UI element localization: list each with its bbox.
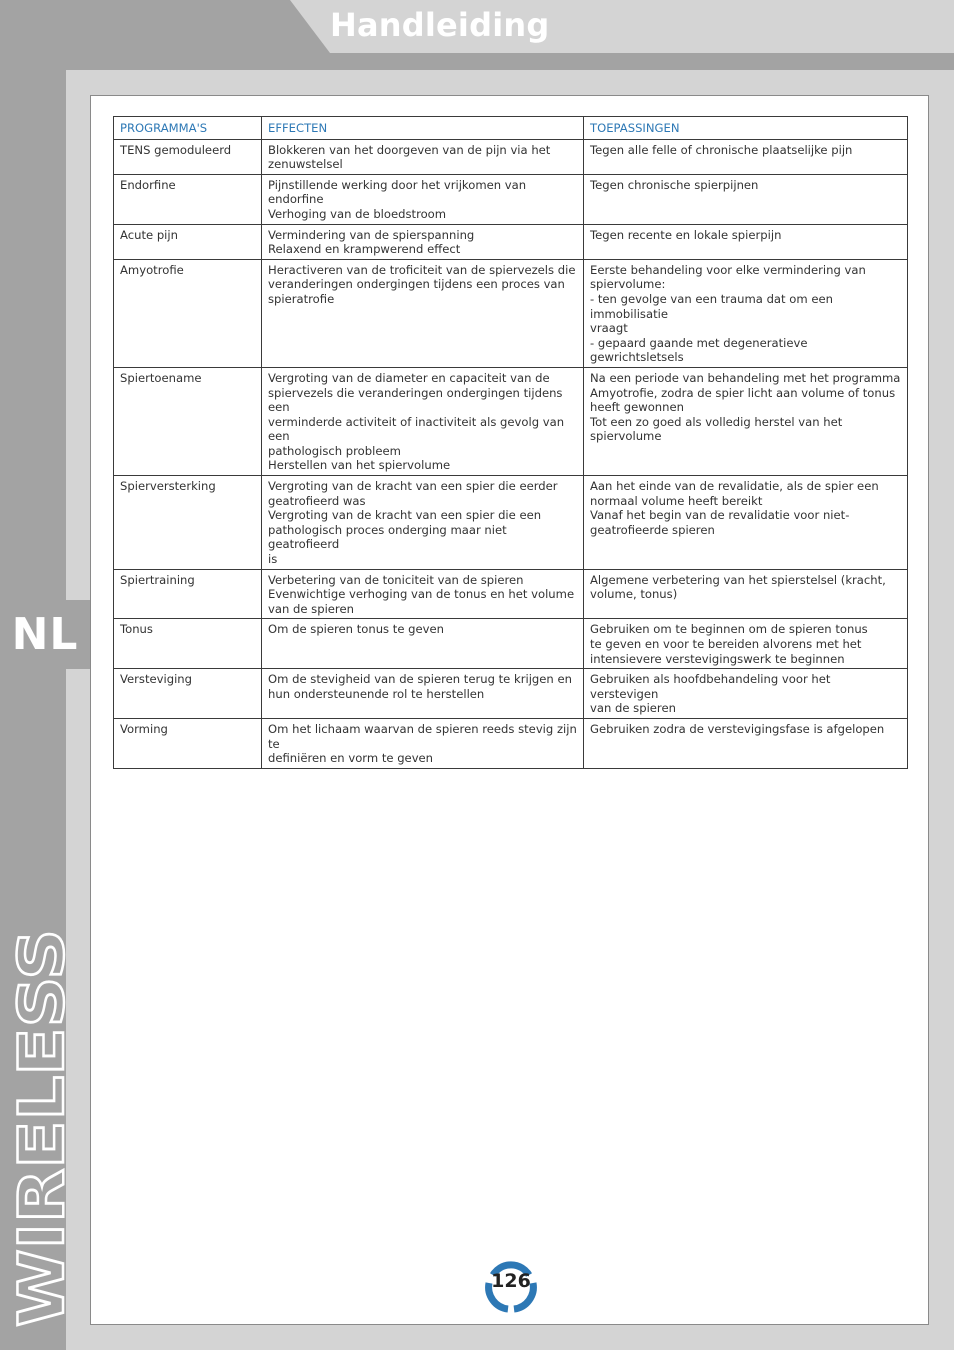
effect-cell: Pijnstillende werking door het vrijkomen van endorfine Verhoging van de bloedstroom — [262, 174, 584, 224]
table-row — [114, 669, 908, 719]
column-header-applications: TOEPASSINGEN — [584, 117, 908, 140]
program-cell: Versteviging — [114, 669, 262, 719]
program-cell: Spiertraining — [114, 569, 262, 619]
program-cell: Spiertoename — [114, 367, 262, 475]
page-number: 126 — [491, 1270, 531, 1292]
application-cell: Tegen recente en lokale spierpijn — [584, 224, 908, 259]
effect-cell: Vermindering van de spierspanning Relaxend en krampwerend effect — [262, 224, 584, 259]
effect-cell: Om de spieren tonus te geven — [262, 619, 584, 669]
page-title: Handleiding — [330, 6, 550, 44]
table-row — [114, 619, 908, 669]
effect-cell: Vergroting van de diameter en capaciteit van de spiervezels die veranderingen ondergingen tijdens een verminderde activiteit of inactiviteit als gevolg van een pathologisch probleem Herstellen van het spiervolume — [262, 367, 584, 475]
effect-cell: Vergroting van de kracht van een spier die eerder geatrofieerd was Vergroting van de kracht van een spier die een pathologisch proces onderging maar niet geatrofieerd is — [262, 476, 584, 570]
language-label: NL — [11, 609, 79, 660]
effect-cell: Blokkeren van het doorgeven van de pijn via het zenuwstelsel — [262, 139, 584, 174]
table-row — [114, 259, 908, 367]
application-cell: Na een periode van behandeling met het programma Amyotrofie, zodra de spier licht aan volume of tonus heeft gewonnen Tot een zo goed als volledig herstel van het spiervolume — [584, 367, 908, 475]
application-cell: Eerste behandeling voor elke vermindering van spiervolume: - ten gevolge van een trauma dat om een immobilisatie vraagt - gepaard gaande met degeneratieve gewrichtsletsels — [584, 259, 908, 367]
program-cell: Endorfine — [114, 174, 262, 224]
program-cell: Vorming — [114, 718, 262, 768]
effect-cell: Verbetering van de toniciteit van de spieren Evenwichtige verhoging van de tonus en het volume van de spieren — [262, 569, 584, 619]
effect-cell: Om het lichaam waarvan de spieren reeds stevig zijn te definiëren en vorm te geven — [262, 718, 584, 768]
effect-cell: Heractiveren van de troficiteit van de spiervezels die veranderingen ondergingen tijdens een proces van spieratrofie — [262, 259, 584, 367]
program-table — [113, 116, 908, 769]
table-row — [114, 476, 908, 570]
table-row — [114, 224, 908, 259]
column-header-effects: EFFECTEN — [262, 117, 584, 140]
table-header-row — [114, 117, 908, 140]
application-cell: Gebruiken zodra de verstevigingsfase is afgelopen — [584, 718, 908, 768]
language-tab — [0, 600, 90, 669]
top-margin-band — [0, 53, 954, 70]
application-cell: Tegen alle felle of chronische plaatselijke pijn — [584, 139, 908, 174]
program-cell: TENS gemoduleerd — [114, 139, 262, 174]
application-cell: Algemene verbetering van het spierstelsel (kracht, volume, tonus) — [584, 569, 908, 619]
program-cell: Amyotrofie — [114, 259, 262, 367]
table-row — [114, 569, 908, 619]
application-cell: Gebruiken als hoofdbehandeling voor het verstevigen van de spieren — [584, 669, 908, 719]
program-cell: Spierversterking — [114, 476, 262, 570]
effect-cell: Om de stevigheid van de spieren terug te krijgen en hun ondersteunende rol te herstellen — [262, 669, 584, 719]
svg-text:WIRELESS: WIRELESS — [5, 977, 78, 1327]
application-cell: Aan het einde van de revalidatie, als de spier een normaal volume heeft bereikt Vanaf het begin van de revalidatie voor niet- geatrofieerde spieren — [584, 476, 908, 570]
application-cell: Gebruiken om te beginnen om de spieren tonus te geven en voor te bereiden alvorens met het intensievere verstevigingswerk te beginnen — [584, 619, 908, 669]
table-row — [114, 367, 908, 475]
brand-logo — [5, 925, 78, 1330]
table-row — [114, 139, 908, 174]
program-cell: Acute pijn — [114, 224, 262, 259]
table-row — [114, 174, 908, 224]
table-row — [114, 718, 908, 768]
column-header-programs: PROGRAMMA'S — [114, 117, 262, 140]
application-cell: Tegen chronische spierpijnen — [584, 174, 908, 224]
program-cell: Tonus — [114, 619, 262, 669]
